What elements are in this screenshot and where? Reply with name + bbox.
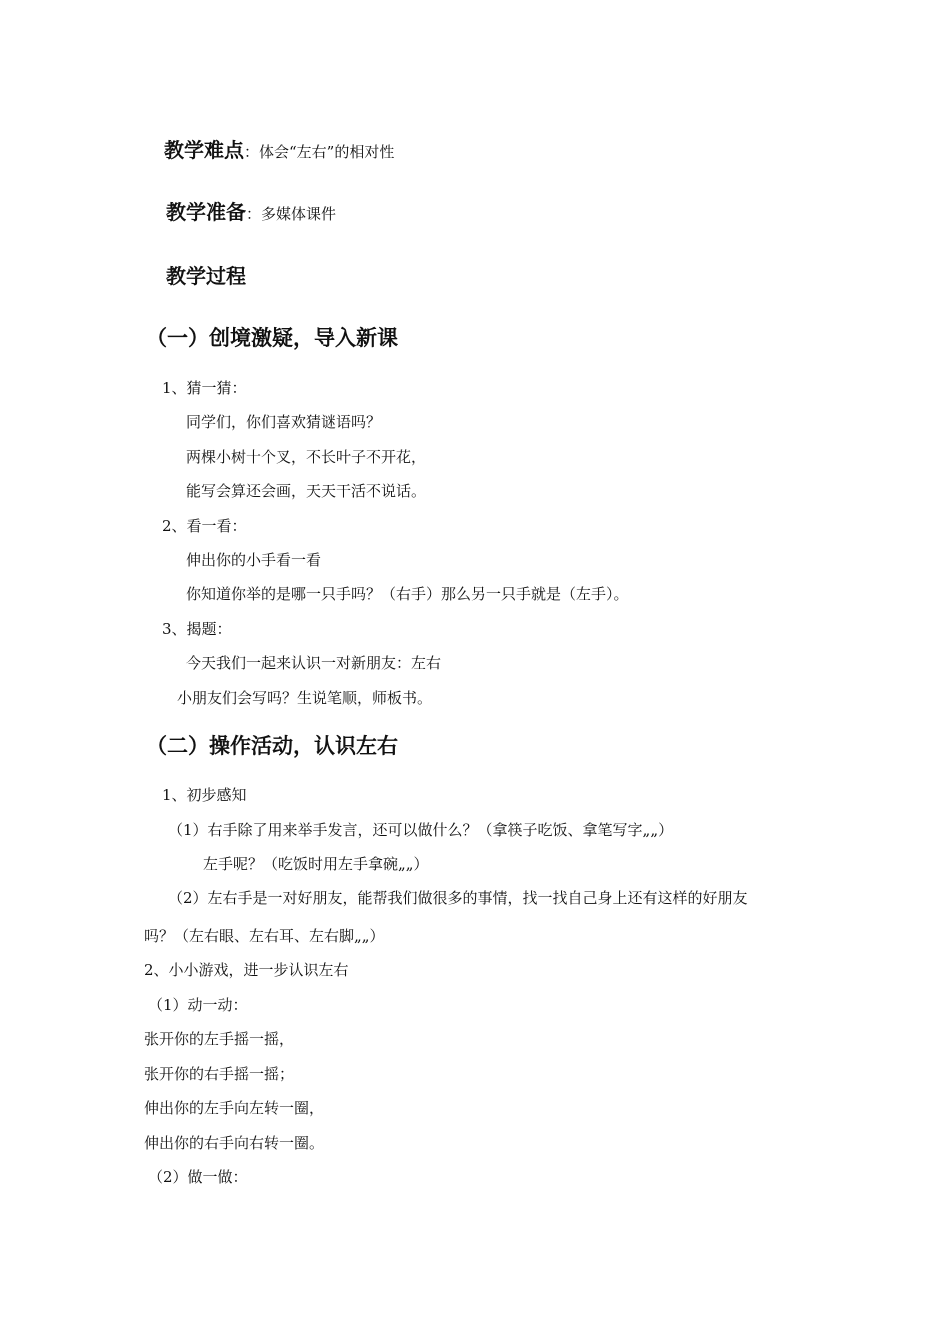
list-item: 1、初步感知 bbox=[162, 786, 247, 804]
list-item: 1、猜一猜： bbox=[162, 379, 247, 397]
list-item: 同学们，你们喜欢猜谜语吗？ bbox=[186, 413, 382, 431]
teaching-preparation bbox=[166, 202, 336, 224]
prep-label: 教学准备 bbox=[166, 200, 246, 224]
list-item: 小朋友们会写吗？生说笔顺，师板书。 bbox=[177, 689, 433, 707]
list-item: 伸出你的右手向右转一圈。 bbox=[144, 1134, 325, 1152]
list-item: 左手呢？（吃饭时用左手拿碗„„） bbox=[203, 855, 429, 873]
section1-title: （一）创境激疑，导入新课 bbox=[146, 326, 398, 350]
list-item: 3、揭题： bbox=[162, 620, 232, 638]
list-item: （1）右手除了用来举手发言，还可以做什么？（拿筷子吃饭、拿笔写字„„） bbox=[168, 821, 674, 839]
process-title: 教学过程 bbox=[166, 264, 246, 288]
list-item: 吗？（左右眼、左右耳、左右脚„„） bbox=[144, 927, 385, 945]
section2-title: （二）操作活动，认识左右 bbox=[146, 734, 398, 758]
list-item: 今天我们一起来认识一对新朋友：左右 bbox=[186, 654, 442, 672]
list-item: 张开你的左手摇一摇， bbox=[144, 1030, 295, 1048]
list-item: （1）动一动： bbox=[148, 996, 248, 1014]
list-item: 伸出你的左手向左转一圈， bbox=[144, 1099, 325, 1117]
difficulty-label: 教学难点 bbox=[164, 138, 244, 162]
difficulty-value: ：体会“左右”的相对性 bbox=[244, 143, 395, 161]
list-item: （2）做一做： bbox=[148, 1168, 248, 1186]
list-item: 2、小小游戏，进一步认识左右 bbox=[144, 961, 349, 979]
list-item: 能写会算还会画，天天干活不说话。 bbox=[186, 482, 427, 500]
list-item: 你知道你举的是哪一只手吗？（右手）那么另一只手就是（左手）。 bbox=[186, 585, 629, 603]
teaching-difficulty bbox=[164, 140, 394, 162]
prep-value: ：多媒体课件 bbox=[246, 205, 337, 223]
list-item: 2、看一看： bbox=[162, 517, 247, 535]
list-item: 张开你的右手摇一摇； bbox=[144, 1065, 295, 1083]
list-item: 两棵小树十个叉，不长叶子不开花， bbox=[186, 448, 427, 466]
list-item: 伸出你的小手看一看 bbox=[186, 551, 322, 569]
list-item: （2）左右手是一对好朋友，能帮我们做很多的事情，找一找自己身上还有这样的好朋友 bbox=[168, 889, 748, 907]
